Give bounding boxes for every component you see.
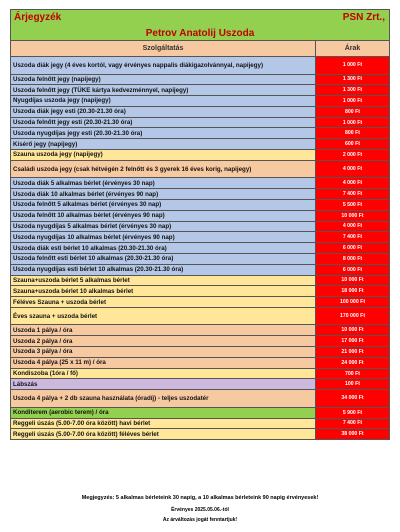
table-row <box>10 358 390 369</box>
company-name: PSN Zrt., <box>342 12 385 23</box>
service-price: 600 Ft <box>316 139 390 150</box>
service-name: Uszoda 3 pálya / óra <box>10 347 316 358</box>
service-price: 21 000 Ft <box>316 347 390 358</box>
column-headers <box>10 41 390 57</box>
service-price: 6 000 Ft <box>316 243 390 254</box>
service-name: Szauna+uszoda bérlet 5 alkalmas bérlet <box>10 276 316 287</box>
service-price: 700 Ft <box>316 369 390 380</box>
table-row <box>10 243 390 254</box>
service-price: 2 000 Ft <box>316 150 390 161</box>
service-name: Uszoda diák jegy (4 éves kortól, vagy érvényes nappalis diákigazolvánnyal, napijegy) <box>10 57 316 75</box>
table-row <box>10 118 390 129</box>
service-price: 4 000 Ft <box>316 161 390 179</box>
service-name: Uszoda 1 pálya / óra <box>10 325 316 336</box>
service-name: Uszoda felnőtt jegy (TÜKE kártya kedvezménnyel, napijegy) <box>10 85 316 96</box>
service-price: 24 000 Ft <box>316 358 390 369</box>
service-price: 7 400 Ft <box>316 419 390 430</box>
service-price: 5 900 Ft <box>316 408 390 419</box>
price-list-title: Árjegyzék <box>14 12 62 23</box>
table-row <box>10 369 390 380</box>
service-price: 17 000 Ft <box>316 336 390 347</box>
table-row <box>10 390 390 408</box>
service-name: Uszoda diák esti bérlet 10 alkalmas (20.30-21.30 óra) <box>10 243 316 254</box>
service-price: 100 Ft <box>316 379 390 390</box>
service-name: Családi uszoda jegy (csak hétvégén 2 felnőtt és 3 gyerek 16 éves korig, napijegy) <box>10 161 316 179</box>
service-price: 1 000 Ft <box>316 118 390 129</box>
table-row <box>10 150 390 161</box>
service-name: Uszoda nyugdíjas esti bérlet 10 alkalmas (20.30-21.30 óra) <box>10 265 316 276</box>
column-header-service: Szolgáltatás <box>10 41 316 57</box>
table-row <box>10 200 390 211</box>
service-price: 10 000 Ft <box>316 325 390 336</box>
table-row <box>10 265 390 276</box>
service-name: Féléves Szauna + uszoda bérlet <box>10 297 316 308</box>
table-row <box>10 222 390 233</box>
service-name: Uszoda 4 pálya (25 x 11 m) / óra <box>10 358 316 369</box>
table-row <box>10 308 390 326</box>
service-name: Uszoda nyugdíjas 5 alkalmas bérlet (érvényes 30 nap) <box>10 222 316 233</box>
table-row <box>10 75 390 86</box>
footer-note: Megjegyzés: 5 alkalmas bérleteink 30 napig, a 10 alkalmas bérleteink 90 napig érvényesek! <box>81 495 319 501</box>
service-name: Konditerem (aerobic terem) / óra <box>10 408 316 419</box>
service-name: Lábszás <box>10 379 316 390</box>
service-price: 7 400 Ft <box>316 189 390 200</box>
service-name: Uszoda diák jegy esti (20.30-21.30 óra) <box>10 107 316 118</box>
table-row <box>10 379 390 390</box>
table-row <box>10 347 390 358</box>
price-list-header <box>10 9 390 41</box>
service-price: 7 400 Ft <box>316 232 390 243</box>
table-row <box>10 128 390 139</box>
table-row <box>10 254 390 265</box>
table-row <box>10 336 390 347</box>
service-name: Nyugdíjas uszoda jegy (napijegy) <box>10 96 316 107</box>
service-price: 10 000 Ft <box>316 276 390 287</box>
service-price: 18 000 Ft <box>316 286 390 297</box>
service-price: 4 000 Ft <box>316 178 390 189</box>
service-price: 10 000 Ft <box>316 211 390 222</box>
service-name: Uszoda nyugdíjas 10 alkalmas bérlet (érvényes 90 nap) <box>10 232 316 243</box>
service-name: Szauna+uszoda bérlet 10 alkalmas bérlet <box>10 286 316 297</box>
table-row <box>10 232 390 243</box>
service-price: 5 500 Ft <box>316 200 390 211</box>
service-name: Éves szauna + uszoda bérlet <box>10 308 316 326</box>
table-row <box>10 429 390 440</box>
table-row <box>10 419 390 430</box>
table-row <box>10 211 390 222</box>
service-price: 170 000 Ft <box>316 308 390 326</box>
service-name: Reggeli úszás (5.00-7.00 óra között) havi bérlet <box>10 419 316 430</box>
service-price: 100 000 Ft <box>316 297 390 308</box>
service-price: 1 300 Ft <box>316 75 390 86</box>
table-row <box>10 297 390 308</box>
service-name: Uszoda diák 10 alkalmas bérlet (érvényes 90 nap) <box>10 189 316 200</box>
service-price: 34 000 Ft <box>316 390 390 408</box>
footer-valid-from: Érvényes 2025.05.06.-tól <box>171 507 229 513</box>
facility-name: Petrov Anatolij Uszoda <box>145 28 255 39</box>
service-name: Uszoda diák 5 alkalmas bérlet (érvényes 30 nap) <box>10 178 316 189</box>
service-price: 1 000 Ft <box>316 96 390 107</box>
table-row <box>10 57 390 75</box>
service-price: 4 000 Ft <box>316 222 390 233</box>
table-row <box>10 286 390 297</box>
service-price: 800 Ft <box>316 128 390 139</box>
service-name: Uszoda nyugdíjas jegy esti (20.30-21.30 óra) <box>10 128 316 139</box>
service-name: Kondiszoba (1óra / fő) <box>10 369 316 380</box>
table-row <box>10 139 390 150</box>
table-row <box>10 189 390 200</box>
table-row <box>10 161 390 179</box>
column-header-price: Árak <box>316 41 390 57</box>
table-row <box>10 85 390 96</box>
service-name: Reggeli úszás (5.00-7.00 óra között) féléves bérlet <box>10 429 316 440</box>
service-name: Uszoda felnőtt jegy esti (20.30-21.30 óra) <box>10 118 316 129</box>
service-name: Uszoda felnőtt 10 alkalmas bérlet (érvényes 90 nap) <box>10 211 316 222</box>
service-name: Kísérő jegy (napijegy) <box>10 139 316 150</box>
table-row <box>10 325 390 336</box>
service-price: 38 000 Ft <box>316 429 390 440</box>
table-row <box>10 96 390 107</box>
price-table-body <box>10 57 390 440</box>
service-name: Uszoda felnőtt jegy (napijegy) <box>10 75 316 86</box>
service-price: 800 Ft <box>316 107 390 118</box>
table-row <box>10 408 390 419</box>
service-name: Uszoda felnőtt esti bérlet 10 alkalmas (20.30-21.30 óra) <box>10 254 316 265</box>
service-name: Uszoda 4 pálya + 2 db szauna használata (óradíj) - teljes uszodatér <box>10 390 316 408</box>
service-price: 1 300 Ft <box>316 85 390 96</box>
service-price: 6 000 Ft <box>316 265 390 276</box>
service-name: Szauna uszoda jegy (napijegy) <box>10 150 316 161</box>
table-row <box>10 107 390 118</box>
table-row <box>10 276 390 287</box>
service-name: Uszoda 2 pálya / óra <box>10 336 316 347</box>
service-name: Uszoda felnőtt 5 alkalmas bérlet (érvényes 30 nap) <box>10 200 316 211</box>
price-list-sheet <box>10 9 390 440</box>
table-row <box>10 178 390 189</box>
service-price: 1 000 Ft <box>316 57 390 75</box>
footer-rights: Az árváltozás jogát fenntartjuk! <box>162 517 238 523</box>
service-price: 8 000 Ft <box>316 254 390 265</box>
